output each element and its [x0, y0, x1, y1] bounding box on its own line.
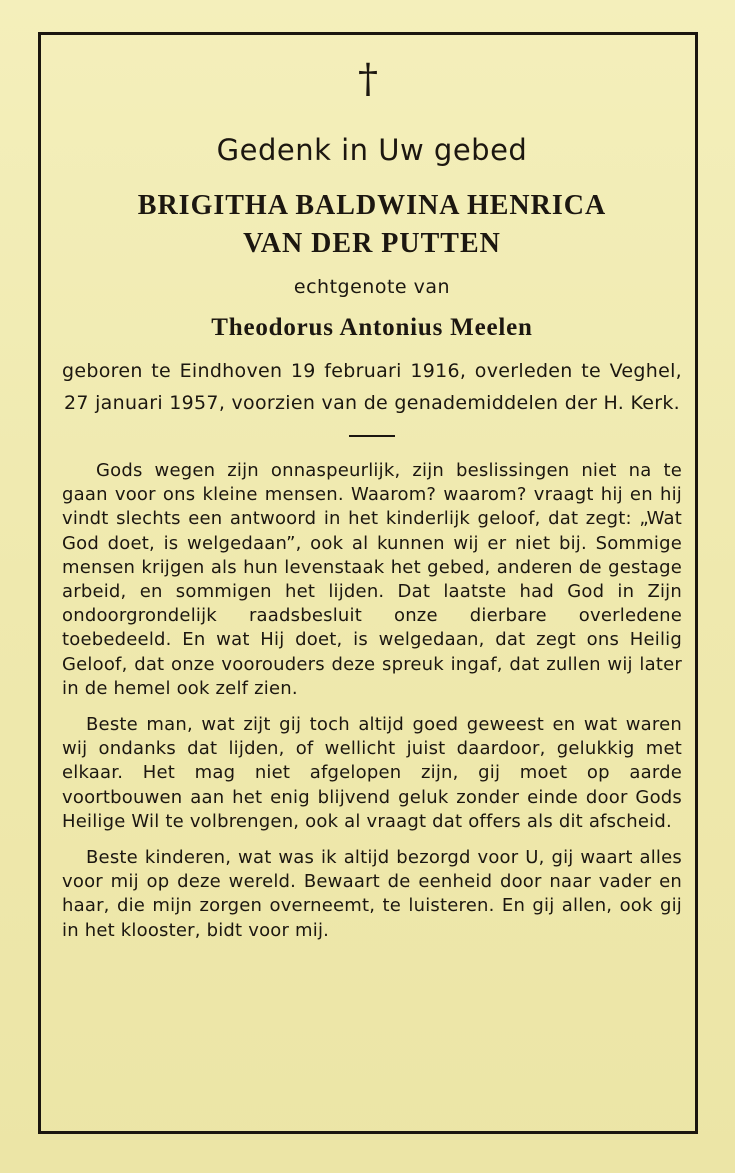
deceased-name-line1: BRIGITHA BALDWINA HENRICA — [137, 190, 607, 221]
prayer-heading: Gedenk in Uw gebed — [216, 133, 528, 167]
spouse-name: Theodorus Antonius Meelen — [211, 314, 533, 341]
deceased-name-line2: VAN DER PUTTEN — [243, 228, 501, 259]
cross-icon: † — [358, 56, 378, 102]
memorial-paragraph-3: Beste kinderen, wat was ik altijd bezorgd voor U, gij waart alles voor mij op deze wereld. Bewaart de eenheid door naar vader en haar, die mijn zorgen overneemt, te luisteren. En gij allen, ook gij in het klooster, bidt voor mij. — [62, 847, 682, 941]
divider — [349, 435, 395, 437]
birth-death-details: geboren te Eindhoven 19 februari 1916, overleden te Veghel, 27 januari 1957, voorzien van de genademiddelen der H. Kerk. — [62, 360, 682, 414]
spouse-label: echtgenote van — [293, 276, 451, 298]
card-content — [62, 55, 682, 943]
memorial-paragraph-2: Beste man, wat zijt gij toch altijd goed geweest en wat waren wij ondanks dat lijden, of wellicht juist daardoor, gelukkig met elkaar. Het mag niet afgelopen zijn, gij moet op aarde voortbouwen aan het enig blijvend geluk zonder einde door Gods Heilige Wil te volbrengen, ook al vraagt dat offers als dit afscheid. — [62, 714, 682, 832]
memorial-paragraph-1: Gods wegen zijn onnaspeurlijk, zijn beslissingen niet na te gaan voor ons kleine mensen. Waarom? waarom? vraagt hij en hij vindt slechts een antwoord in het kinderlijk geloof, dat zegt: „Wat God doet, is welgedaan”, ook al kunnen wij er niet bij. Sommige mensen krijgen als hun levenstaak het gebed, anderen de gestage arbeid, en sommigen het lijden. Dat laatste had God in Zijn ondoorgrondelijk raadsbesluit onze dierbare overledene toebedeeld. En wat Hij doet, is welgedaan, dat zegt ons Heilig Geloof, dat onze voorouders deze spreuk ingaf, dat zullen wij later in de hemel ook zelf zien. — [62, 460, 682, 699]
